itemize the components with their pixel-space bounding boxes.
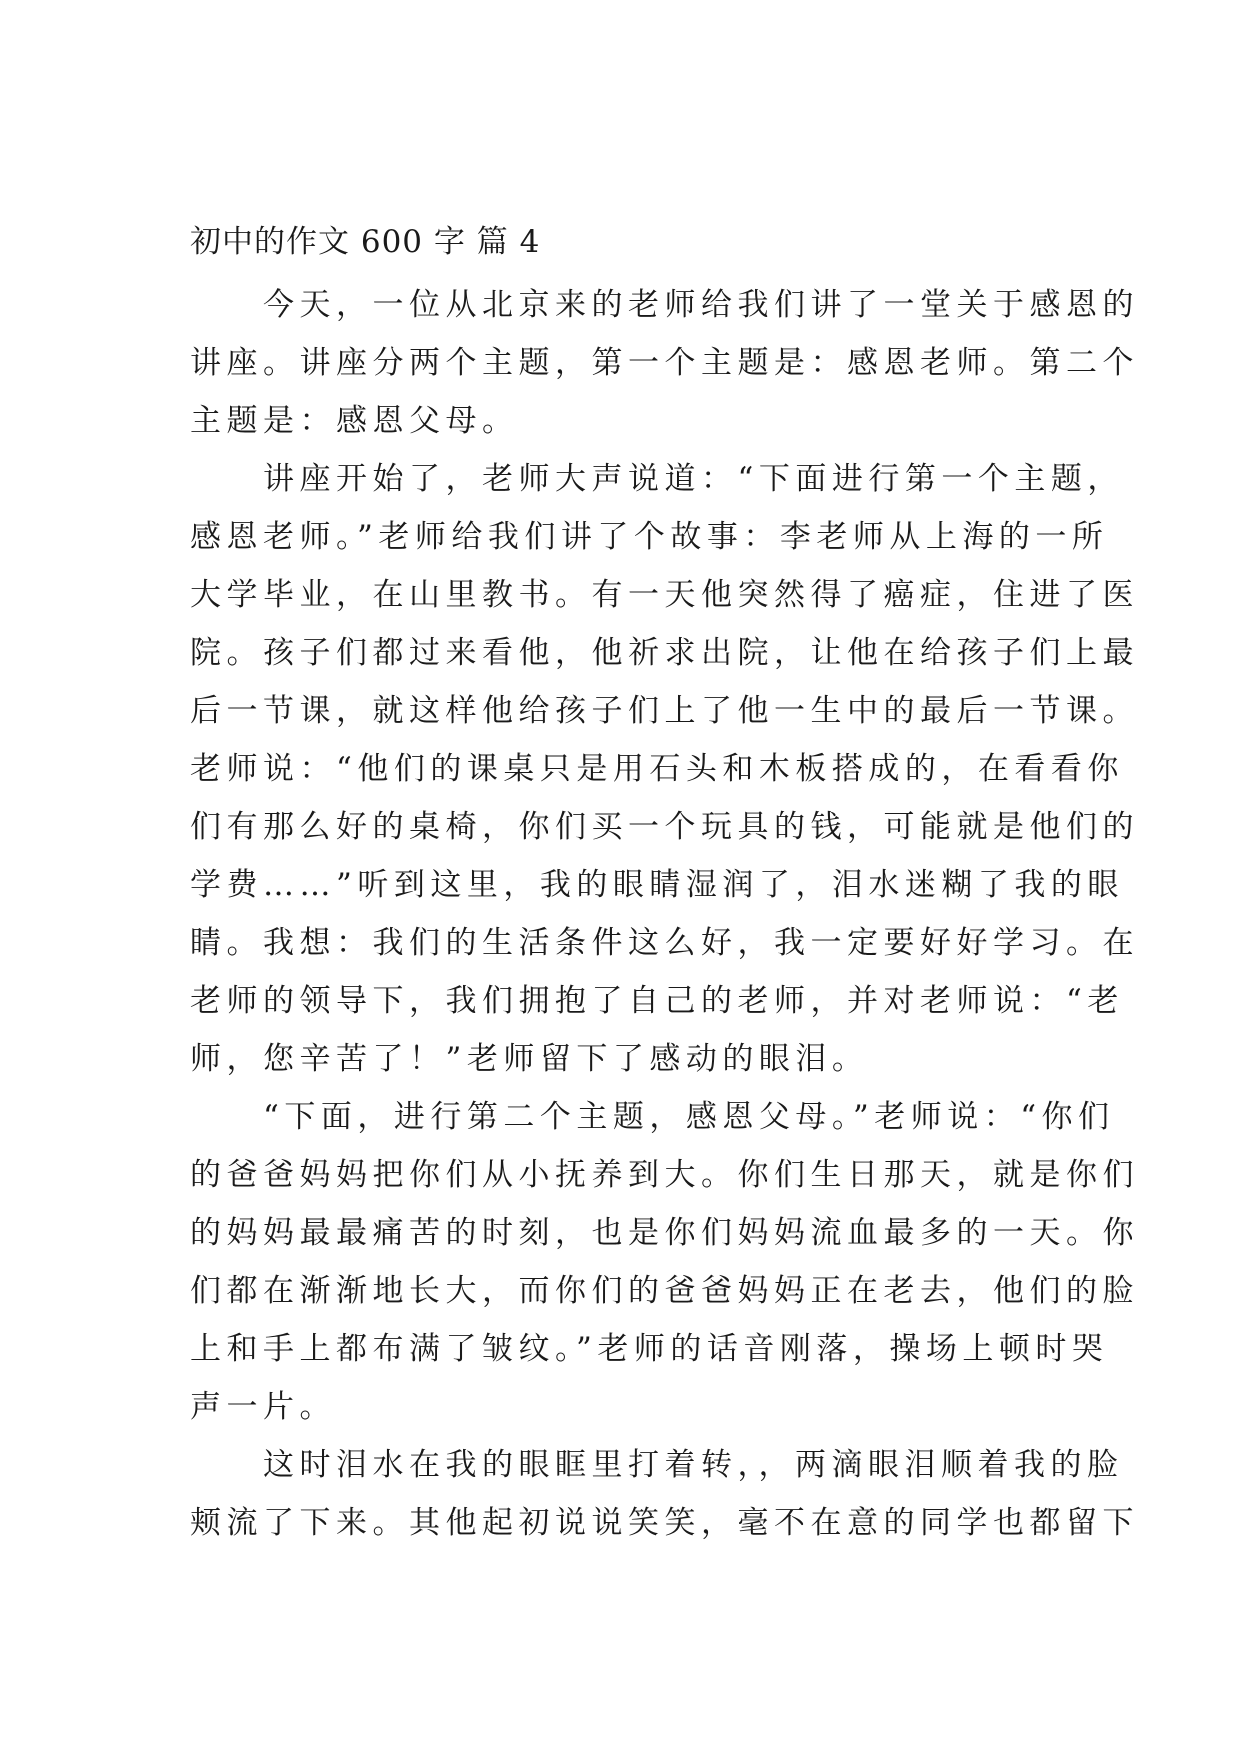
text-line: 感恩老师。”老师给我们讲了个故事：李老师从上海的一所 bbox=[190, 519, 1109, 555]
text-line: 们都在渐渐地长大，而你们的爸爸妈妈正在老去，他们的脸 bbox=[190, 1273, 1139, 1309]
text-line: 后一节课，就这样他给孩子们上了他一生中的最后一节课。 bbox=[190, 693, 1139, 729]
text-line: 讲座。讲座分两个主题，第一个主题是：感恩老师。第二个 bbox=[190, 345, 1139, 381]
text-line: 们有那么好的桌椅，你们买一个玩具的钱，可能就是他们的 bbox=[190, 809, 1139, 845]
text-line: 院。孩子们都过来看他，他祈求出院，让他在给孩子们上最 bbox=[190, 635, 1139, 671]
text-line: 的妈妈最最痛苦的时刻，也是你们妈妈流血最多的一天。你 bbox=[190, 1215, 1139, 1251]
text-line: 学费……”听到这里，我的眼睛湿润了，泪水迷糊了我的眼 bbox=[190, 867, 1124, 903]
text-line: 讲座开始了，老师大声说道：“下面进行第一个主题， bbox=[190, 461, 1124, 497]
text-line: 今天，一位从北京来的老师给我们讲了一堂关于感恩的 bbox=[190, 287, 1139, 323]
text-line: 颊流了下来。其他起初说说笑笑，毫不在意的同学也都留下 bbox=[190, 1505, 1139, 1541]
text-line: 师，您辛苦了！”老师留下了感动的眼泪。 bbox=[190, 1041, 869, 1077]
text-line: 上和手上都布满了皱纹。”老师的话音刚落，操场上顿时哭 bbox=[190, 1331, 1109, 1367]
text-line: 睛。我想：我们的生活条件这么好，我一定要好好学习。在 bbox=[190, 925, 1139, 961]
text-line: “下面，进行第二个主题，感恩父母。”老师说：“你们 bbox=[190, 1099, 1115, 1135]
text-line: 主题是：感恩父母。 bbox=[190, 403, 519, 439]
text-line: 声一片。 bbox=[190, 1389, 336, 1425]
text-line: 老师说：“他们的课桌只是用石头和木板搭成的，在看看你 bbox=[190, 751, 1124, 787]
text-line: 老师的领导下，我们拥抱了自己的老师，并对老师说：“老 bbox=[190, 983, 1124, 1019]
text-line: 这时泪水在我的眼眶里打着转，，两滴眼泪顺着我的脸 bbox=[190, 1447, 1124, 1483]
document-title: 初中的作文 600 字 篇 4 bbox=[190, 224, 541, 260]
text-line: 大学毕业，在山里教书。有一天他突然得了癌症，住进了医 bbox=[190, 577, 1139, 613]
text-line: 的爸爸妈妈把你们从小抚养到大。你们生日那天，就是你们 bbox=[190, 1157, 1139, 1193]
